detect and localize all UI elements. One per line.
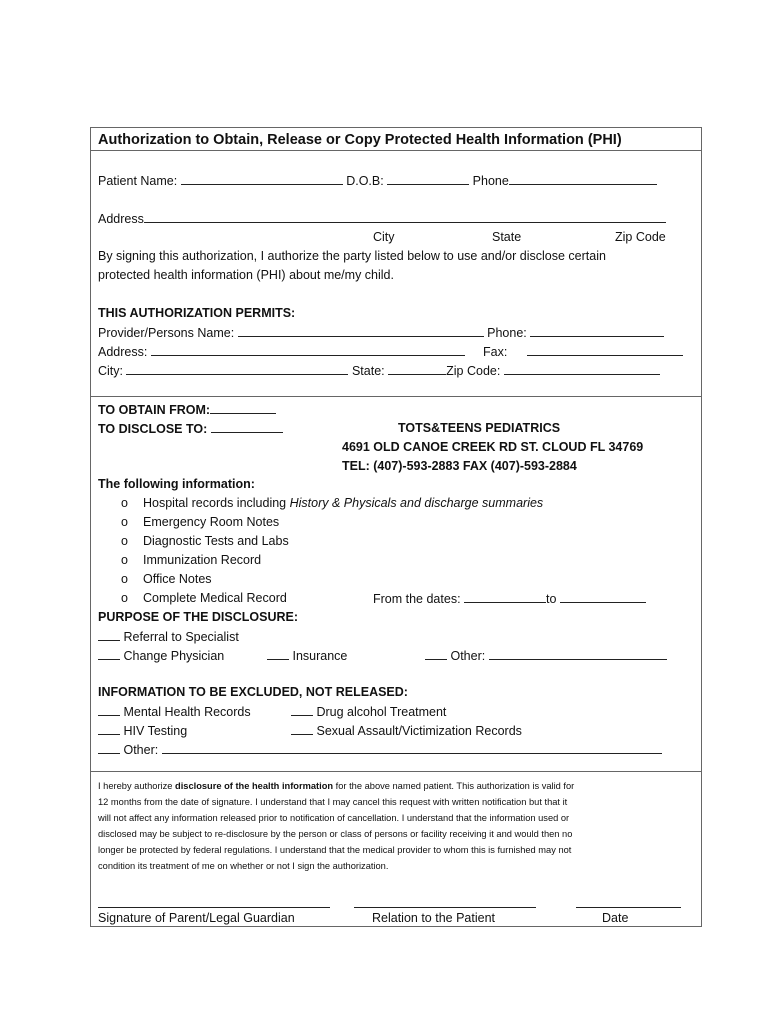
purpose-other-check[interactable] xyxy=(425,648,447,660)
fine-line-6: condition its treatment of me on whether or not I sign the authorization. xyxy=(98,861,389,871)
patient-row xyxy=(98,173,657,189)
info-item-diagnostic: Diagnostic Tests and Labs xyxy=(143,534,289,548)
clinic-contact: TEL: (407)-593-2883 FAX (407)-593-2884 xyxy=(342,459,577,473)
purpose-heading: PURPOSE OF THE DISCLOSURE: xyxy=(98,610,299,624)
purpose-other-row xyxy=(425,648,667,664)
purpose-referral-row xyxy=(98,629,239,645)
fine-text: I hereby authorize xyxy=(98,781,176,791)
provider-zip-field[interactable] xyxy=(504,363,660,375)
clinic-address: 4691 OLD CANOE CREEK RD ST. CLOUD FL 34769 xyxy=(342,440,644,454)
obtain-from-label: TO OBTAIN FROM: xyxy=(98,403,211,417)
city-label: City xyxy=(373,230,395,244)
obtain-row xyxy=(98,402,276,418)
provider-address-field[interactable] xyxy=(151,344,465,356)
excluded-sexual-check[interactable] xyxy=(291,723,313,735)
patient-phone-field[interactable] xyxy=(509,173,657,185)
bullet-icon: o xyxy=(121,534,128,548)
provider-state-label: State: xyxy=(351,364,385,378)
excluded-sexual-row xyxy=(291,723,522,739)
provider-city-row xyxy=(98,363,660,379)
fine-line-5: longer be protected by federal regulations. I understand that the medical provider to whom this is furnished may not xyxy=(98,845,572,855)
excluded-hiv-check[interactable] xyxy=(98,723,120,735)
state-label: State xyxy=(492,230,522,244)
provider-state-field[interactable] xyxy=(388,363,446,375)
excluded-other-label: Other: xyxy=(123,743,159,757)
bullet-icon: o xyxy=(121,591,128,605)
excluded-heading: INFORMATION TO BE EXCLUDED, NOT RELEASED: xyxy=(98,685,408,699)
phi-authorization-form xyxy=(90,127,702,927)
provider-city-label: City: xyxy=(98,364,123,378)
info-item-hospital-text: Hospital records including xyxy=(143,496,290,510)
provider-name-label: Provider/Persons Name: xyxy=(98,326,235,340)
info-heading: The following information: xyxy=(98,477,255,491)
info-item-complete: Complete Medical Record xyxy=(143,591,287,605)
excluded-mental-label: Mental Health Records xyxy=(123,705,251,719)
excluded-other-check[interactable] xyxy=(98,742,120,754)
fine-line-2: 12 months from the date of signature. I understand that I may cancel this request with written notification but that it xyxy=(98,797,568,807)
dates-label: From the dates: xyxy=(373,592,461,606)
clinic-name: TOTS&TEENS PEDIATRICS xyxy=(398,421,561,435)
relation-label: Relation to the Patient xyxy=(372,911,495,925)
provider-address-row xyxy=(98,344,465,360)
info-item-immunization: Immunization Record xyxy=(143,553,262,567)
bullet-icon: o xyxy=(121,515,128,529)
info-item-er: Emergency Room Notes xyxy=(143,515,280,529)
info-item-hospital-italic: History & Physicals and discharge summaries xyxy=(289,496,544,510)
purpose-change-check[interactable] xyxy=(98,648,120,660)
dates-row xyxy=(373,591,646,607)
fine-print xyxy=(98,778,696,874)
fine-line-3: will not affect any information released prior to notification of cancellation. I understand that the information used or xyxy=(98,813,570,823)
provider-fax-field[interactable] xyxy=(527,344,683,356)
purpose-referral-check[interactable] xyxy=(98,629,120,641)
dob-label: D.O.B: xyxy=(346,174,384,188)
provider-fax-label: Fax: xyxy=(483,345,508,359)
form-title: Authorization to Obtain, Release or Copy Protected Health Information (PHI) xyxy=(91,128,701,151)
excluded-mental-check[interactable] xyxy=(98,704,120,716)
patient-name-label: Patient Name: xyxy=(98,174,178,188)
dates-to-label: to xyxy=(546,592,557,606)
date-label: Date xyxy=(602,911,629,925)
disclose-to-label: TO DISCLOSE TO: xyxy=(98,422,208,436)
fine-line-1 xyxy=(98,778,696,794)
excluded-mental-row xyxy=(98,704,251,720)
bullet-icon: o xyxy=(121,496,128,510)
purpose-other-field[interactable] xyxy=(489,648,667,660)
section-divider xyxy=(91,396,701,397)
obtain-from-field[interactable] xyxy=(210,402,276,414)
info-item-office: Office Notes xyxy=(143,572,212,586)
patient-address-field[interactable] xyxy=(144,211,666,223)
bullet-icon: o xyxy=(121,572,128,586)
purpose-referral-label: Referral to Specialist xyxy=(123,630,239,644)
purpose-insurance-check[interactable] xyxy=(267,648,289,660)
date-from-field[interactable] xyxy=(464,591,546,603)
excluded-drug-check[interactable] xyxy=(291,704,313,716)
fine-text: for the above named patient. This authorization is valid for xyxy=(333,781,575,791)
provider-city-field[interactable] xyxy=(126,363,348,375)
fine-line-4: disclosed may be subject to re-disclosure by the person or class of persons or facility receiving it and would then no xyxy=(98,829,573,839)
excluded-other-field[interactable] xyxy=(162,742,662,754)
patient-address-label: Address xyxy=(98,212,144,226)
guardian-signature-label: Signature of Parent/Legal Guardian xyxy=(98,911,295,925)
purpose-insurance-label: Insurance xyxy=(292,649,348,663)
excluded-other-row xyxy=(98,742,662,758)
patient-phone-label: Phone xyxy=(472,174,509,188)
intro-text-2: protected health information (PHI) about me/my child. xyxy=(98,268,394,282)
provider-name-field[interactable] xyxy=(238,325,484,337)
purpose-change-label: Change Physician xyxy=(123,649,225,663)
dob-field[interactable] xyxy=(387,173,469,185)
provider-row xyxy=(98,325,664,341)
section-divider xyxy=(91,771,701,772)
provider-phone-label: Phone: xyxy=(487,326,527,340)
provider-fax-row xyxy=(483,344,683,360)
excluded-drug-label: Drug alcohol Treatment xyxy=(316,705,447,719)
date-field[interactable] xyxy=(576,907,681,908)
guardian-signature-field[interactable] xyxy=(98,907,330,908)
provider-phone-field[interactable] xyxy=(530,325,664,337)
disclose-to-field[interactable] xyxy=(211,421,283,433)
patient-name-field[interactable] xyxy=(181,173,343,185)
address-row xyxy=(98,211,666,227)
info-item-hospital xyxy=(143,496,543,511)
fine-bold-text: disclosure of the health information xyxy=(175,781,334,791)
purpose-change-row xyxy=(98,648,224,664)
excluded-hiv-row xyxy=(98,723,187,739)
date-to-field[interactable] xyxy=(560,591,646,603)
zip-label: Zip Code xyxy=(615,230,666,244)
provider-zip-label: Zip Code: xyxy=(446,364,501,378)
relation-field[interactable] xyxy=(354,907,536,908)
excluded-sexual-label: Sexual Assault/Victimization Records xyxy=(316,724,522,738)
purpose-insurance-row xyxy=(267,648,347,664)
purpose-other-label: Other: xyxy=(450,649,486,663)
excluded-hiv-label: HIV Testing xyxy=(123,724,188,738)
intro-text: By signing this authorization, I authorize the party listed below to use and/or disclose certain xyxy=(98,249,606,263)
disclose-row xyxy=(98,421,283,437)
bullet-icon: o xyxy=(121,553,128,567)
excluded-drug-row xyxy=(291,704,446,720)
permits-heading: THIS AUTHORIZATION PERMITS: xyxy=(98,306,296,320)
provider-address-label: Address: xyxy=(98,345,148,359)
